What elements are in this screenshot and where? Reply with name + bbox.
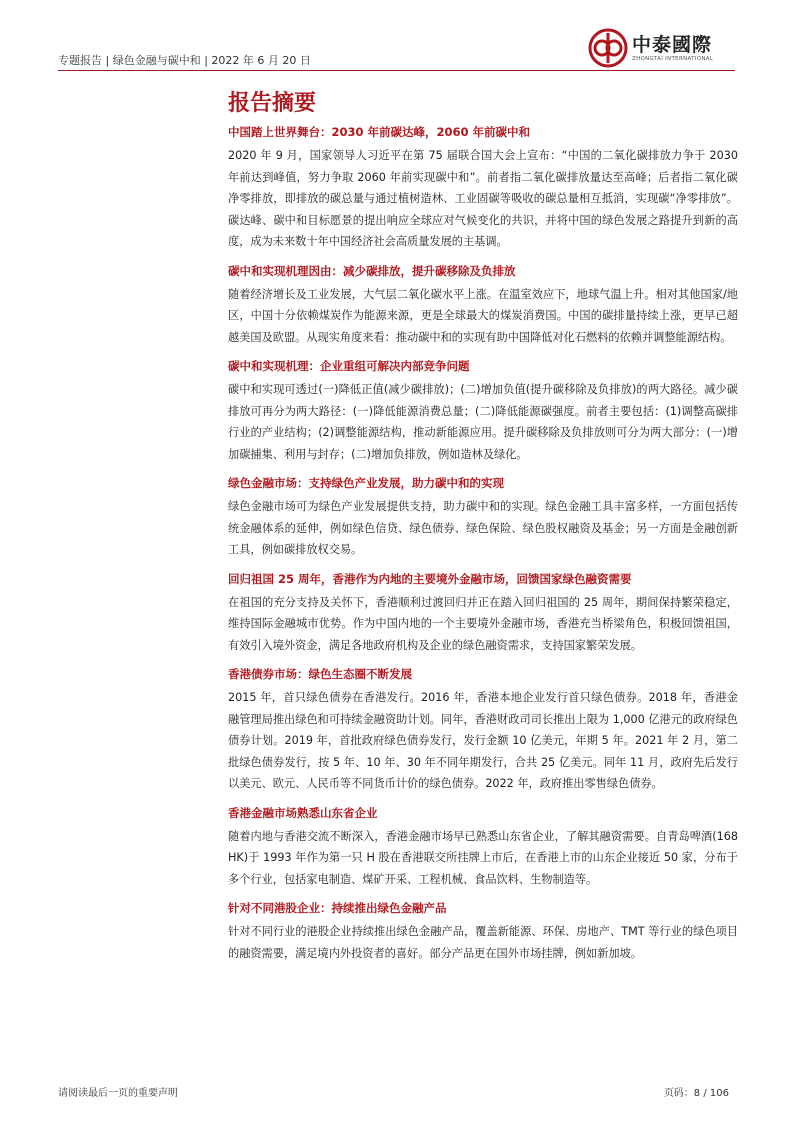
section-heading: 碳中和实现机理因由：减少碳排放，提升碳移除及负排放 [228, 263, 516, 278]
section-heading: 香港债券市场：绿色生态圈不断发展 [228, 667, 412, 681]
company-logo [588, 28, 713, 68]
section-paragraph: 2015 年，首只绿色债券在香港发行。2016 年，香港本地企业发行首只绿色债券。2018 年，香港金融管理局推出绿色和可持续金融资助计划。同年，香港财政司司长推出上限为 1,000 亿港元的政府绿色债券计划。2019 年，首批政府绿色债券发行，发行金额 10 亿美元，年期 5 年。2021 年 2 月，第二批绿色债券发行，按 5 年、10 年、30 年不同年期发行，合共 25 亿美元。同年 11 月，政府先后发行以美元、欧元、人民币等不同货币计价的绿色债券。2022 年，政府推出零售绿色债券。 [228, 691, 738, 790]
disclaimer-note: 请阅读最后一页的重要声明 [58, 1088, 178, 1099]
summary-content [228, 124, 738, 974]
logo-english-name: ZHONGTAI INTERNATIONAL [632, 56, 714, 62]
page-number: 页码：8 / 106 [663, 1088, 729, 1099]
section-paragraph: 针对不同行业的港股企业持续推出绿色金融产品，覆盖新能源、环保、房地产、TMT 等行业的绿色项目的融资需要，满足境内外投资者的喜好。部分产品更在国外市场挂牌，例如新加坡。 [228, 925, 738, 960]
section-heading: 碳中和实现机理：企业重组可解决内部竞争问题 [228, 359, 470, 373]
section-paragraph: 2020 年 9 月，国家领导人习近平在第 75 届联合国大会上宣布：“中国的二氧化碳排放力争于 2030 年前达到峰值，努力争取 2060 年前实现碳中和”。前者指二氧化碳排放量达至高峰；后者指二氧化碳净零排放，即排放的碳总量与通过植树造林、工业固碳等吸收的碳总量相互抵消，实现碳“净零排放”。碳达峰、碳中和目标愿景的提出响应全球应对气候变化的共识，并将中国的绿色发展之路提升到新的高度，成为未来数十年中国经济社会高质量发展的主基调。 [228, 149, 738, 248]
report-header: 专题报告 | 绿色金融与碳中和 | 2022 年 6 月 20 日 [58, 54, 311, 67]
header-divider [58, 70, 735, 71]
section-paragraph: 随着经济增长及工业发展，大气层二氧化碳水平上涨。在温室效应下，地球气温上升。相对其他国家/地区，中国十分依赖煤炭作为能源来源，更是全球最大的煤炭消费国。中国的碳排量持续上涨，更早已超越美国及欧盟。从现实角度来看：推动碳中和的实现有助中国降低对化石燃料的依赖并调整能源结构。 [228, 287, 738, 344]
section-paragraph: 在祖国的充分支持及关怀下，香港顺利过渡回归并正在踏入回归祖国的 25 周年，期间保持繁荣稳定，维持国际金融城市优势。作为中国内地的一个主要境外金融市场，香港充当桥梁角色，积极回馈祖国，有效引入境外资金，满足各地政府机构及企业的绿色融资需求，支持国家繁荣发展。 [228, 595, 738, 652]
zhongtai-logo-icon [588, 28, 628, 68]
section-paragraph: 随着内地与香港交流不断深入，香港金融市场早已熟悉山东省企业，了解其融资需要。自青岛啤酒(168 HK)于 1993 年作为第一只 H 股在香港联交所挂牌上市后，在香港上市的山东企业接近 50 家，分布于多个行业，包括家电制造、煤矿开采、工程机械、食品饮料、生物制造等。 [228, 829, 738, 886]
section-heading: 香港金融市场熟悉山东省企业 [228, 805, 378, 820]
logo-chinese-name: 中泰國際 [632, 34, 713, 56]
section-heading: 绿色金融市场：支持绿色产业发展，助力碳中和的实现 [228, 476, 504, 490]
page-title: 报告摘要 [228, 91, 317, 116]
section-paragraph: 绿色金融市场可为绿色产业发展提供支持，助力碳中和的实现。绿色金融工具丰富多样，一方面包括传统金融体系的延伸，例如绿色信贷、绿色债券、绿色保险、绿色股权融资及基金；另一方面是金融创新工具，例如碳排放权交易。 [228, 500, 738, 556]
section-heading: 回归祖国 25 周年，香港作为内地的主要境外金融市场，回馈国家绿色融资需要 [228, 571, 632, 586]
section-heading: 针对不同港股企业：持续推出绿色金融产品 [228, 901, 447, 915]
section-heading: 中国踏上世界舞台：2030 年前碳达峰，2060 年前碳中和 [228, 125, 531, 139]
section-paragraph: 碳中和实现可透过(一)降低正值(减少碳排放)；(二)增加负值(提升碳移除及负排放)的两大路径。减少碳排放可再分为两大路径：(一)降低能源消费总量；(二)降低能源碳强度。前者主要包括：(1)调整高碳排行业的产业结构；(2)调整能源结构，推动新能源应用。提升碳移除及负排放则可分为两大部分：(一)增加碳捕集、利用与封存；(二)增加负排放，例如造林及绿化。 [228, 383, 738, 461]
